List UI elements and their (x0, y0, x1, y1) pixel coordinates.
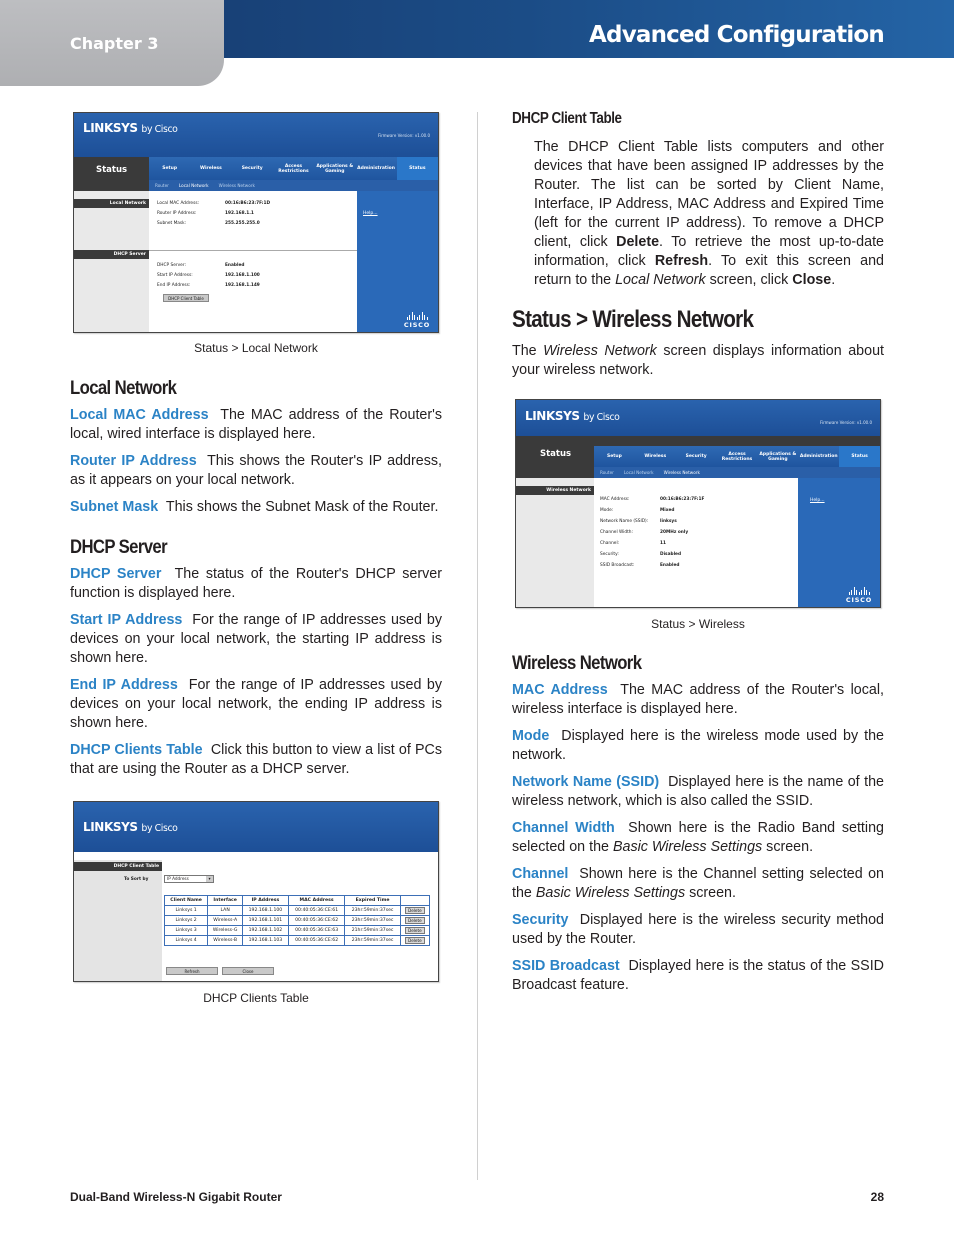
para-dhcp-server: DHCP Server The status of the Router's DHCP server function is displayed here. (70, 566, 442, 601)
router-header (74, 802, 438, 852)
tab-wireless[interactable]: Wireless (644, 454, 667, 459)
heading-dhcp-server: DHCP Server (70, 537, 168, 558)
dhcp-client-table (164, 895, 430, 946)
subnav-wireless-network[interactable]: Wireless Network (663, 470, 700, 475)
delete-button[interactable]: Delete (405, 927, 425, 934)
table-row: Linksys 2 Wireless-A 192.168.1.101 00:40:05:36:CE:62 23hr:59min:37sec Delete (165, 916, 430, 926)
col-expired-time: Expired Time (345, 896, 400, 906)
tab-security[interactable]: Security (685, 454, 707, 459)
router-left-column (74, 191, 149, 332)
para-security: Security Displayed here is the wireless security method used by the Router. (512, 912, 884, 947)
cisco-logo: CISCO (842, 587, 876, 604)
tab-wireless[interactable]: Wireless (200, 166, 222, 171)
para-network-name: Network Name (SSID) Displayed here is the name of the wireless network, which is also called the SSID. (512, 774, 884, 809)
col-ip-address: IP Address (243, 896, 289, 906)
dhcp-server-section (70, 537, 442, 787)
router-tabs (149, 157, 438, 180)
wireless-network-section (512, 653, 884, 1003)
tab-administration[interactable]: Administration (799, 454, 838, 459)
refresh-button[interactable]: Refresh (166, 967, 218, 975)
caption-dhcp-clients-table: DHCP Clients Table (203, 991, 309, 1005)
figure-local-network-screenshot (73, 112, 439, 333)
para-mac-address: MAC Address The MAC address of the Router's local, wireless interface is displayed here. (512, 682, 884, 717)
tab-access-restrictions[interactable]: Access Restrictions (721, 451, 753, 462)
router-tabs (594, 446, 880, 467)
figure-dhcp-clients-screenshot: LINKSYS by Cisco DHCP Client Table To Sort by IP Address ▾ Client Name Interface IP Address MAC Address Expired Time Linksys 1 LAN 192.168.1.100 00:40:05:36:CE:61 23hr:59min:37sec Delete Linksys 2 Wireless-A 192.168.1.101 00:40:05:36:CE:62 23hr:59min:37sec Delete Linksys 3 Wireless-G 192.168.1.102 00:40:05:36:CE:63 21hr:59min:37sec Delete Linksys 4 Wireless-B 192.168.1.103 00:40:05:36:CE:62 23hr:59min:37sec Delete Refresh Close (73, 801, 439, 982)
sort-select[interactable]: IP Address ▾ (164, 875, 214, 883)
dhcp-client-table-section (512, 110, 884, 298)
para-local-mac: Local MAC Address The MAC address of the Router's local, wired interface is displayed here. (70, 407, 443, 442)
tab-applications-gaming[interactable]: Applications & Gaming (316, 163, 354, 174)
help-link[interactable]: Help... (810, 498, 825, 503)
para-subnet-mask: Subnet Mask This shows the Subnet Mask of the Router. (70, 499, 439, 515)
router-header (516, 400, 880, 436)
tab-setup[interactable]: Setup (162, 166, 178, 171)
table-header-row (165, 896, 430, 906)
table-row: Linksys 3 Wireless-G 192.168.1.102 00:40:05:36:CE:63 21hr:59min:37sec Delete (165, 926, 430, 936)
router-subnav (149, 180, 438, 191)
caption-status-wireless: Status > Wireless (651, 617, 745, 631)
linksys-logo: LINKSYS by Cisco (83, 121, 178, 135)
router-subnav (594, 467, 880, 478)
col-interface: Interface (208, 896, 243, 906)
subnav-local-network[interactable]: Local Network (623, 470, 654, 475)
dhcp-client-table-button[interactable]: DHCP Client Table (163, 294, 209, 302)
para-dhcp-client-table: The DHCP Client Table lists computers and other devices that have been assigned IP addresses by the Router. The list can be sorted by Client Name, Interface, IP Address, MAC Address and Expired Time (left for the current IP address). To remove a DHCP client, click Delete. To retrieve the most up-to-date information, click Refresh. To exit this screen and return to the Local Network screen, click Close. (534, 139, 884, 288)
tab-applications-gaming[interactable]: Applications & Gaming (759, 451, 797, 462)
delete-button[interactable]: Delete (405, 907, 425, 914)
heading-wireless-network: Wireless Network (512, 653, 642, 674)
figure-wireless-screenshot (515, 399, 881, 608)
section-wireless-network: Wireless Network (516, 486, 594, 495)
para-end-ip: End IP Address For the range of IP addresses used by devices on your local network, the ending IP address is shown here. (70, 677, 442, 731)
para-channel-width: Channel Width Shown here is the Radio Band setting selected on the Basic Wireless Settings screen. (512, 820, 884, 855)
para-ssid-broadcast: SSID Broadcast Displayed here is the status of the SSID Broadcast feature. (512, 958, 884, 993)
table-row: Linksys 4 Wireless-B 192.168.1.103 00:40:05:36:CE:62 23hr:59min:37sec Delete (165, 936, 430, 946)
router-content: MAC Address: 00:16:B6:23:7F:1F Mode: Mixed Network Name (SSID): linksys Channel Width: 20MHz only Channel: 11 Security: Disabled SSID Broadcast: Enabled (594, 478, 798, 608)
linksys-logo: LINKSYS by Cisco (525, 409, 620, 423)
local-network-section (70, 378, 442, 525)
col-action (400, 896, 429, 906)
tab-security[interactable]: Security (241, 166, 263, 171)
tab-access-restrictions[interactable]: Access Restrictions (278, 163, 309, 174)
table-row: Linksys 1 LAN 192.168.1.100 00:40:05:36:CE:61 23hr:59min:37sec Delete (165, 906, 430, 916)
caption-local-network: Status > Local Network (194, 341, 318, 355)
heading-status-wireless-network: Status > Wireless Network (512, 306, 754, 333)
para-mode: Mode Displayed here is the wireless mode used by the network. (512, 728, 885, 763)
subnav-wireless-network[interactable]: Wireless Network (218, 183, 255, 188)
linksys-logo: LINKSYS by Cisco (83, 820, 178, 834)
tab-status[interactable]: Status (839, 446, 880, 467)
subnav-router[interactable]: Router (155, 183, 169, 188)
help-link[interactable]: Help... (363, 211, 378, 216)
para-channel: Channel Shown here is the Channel setting selected on the Basic Wireless Settings screen. (512, 866, 884, 901)
column-divider (477, 112, 478, 1180)
firmware-version: Firmware Version: v1.00.0 (377, 133, 430, 138)
footer-page-number: 28 (870, 1190, 884, 1204)
router-divider (149, 250, 357, 251)
chevron-down-icon: ▾ (206, 876, 213, 882)
heading-dhcp-client-table: DHCP Client Table (512, 110, 622, 127)
close-button[interactable]: Close (222, 967, 274, 975)
para-wireless-intro: The Wireless Network screen displays information about your wireless network. (512, 343, 885, 378)
chapter-label: Chapter 3 (70, 34, 159, 53)
status-label: Status (540, 449, 572, 459)
router-help-panel (357, 191, 439, 333)
footer-product-name: Dual-Band Wireless-N Gigabit Router (70, 1190, 282, 1204)
para-start-ip: Start IP Address For the range of IP addresses used by devices on your local network, the starting IP address is shown here. (70, 612, 442, 666)
firmware-version: Firmware Version: v1.00.0 (819, 420, 872, 425)
subnav-router[interactable]: Router (600, 470, 614, 475)
col-mac-address: MAC Address (288, 896, 345, 906)
section-dhcp-server: DHCP Server (74, 250, 149, 259)
para-router-ip: Router IP Address This shows the Router's IP address, as it appears on your local network. (70, 453, 442, 488)
status-label: Status (96, 165, 128, 175)
tab-status[interactable]: Status (397, 157, 438, 180)
heading-local-network: Local Network (70, 378, 177, 399)
router-header (74, 113, 438, 157)
delete-button[interactable]: Delete (405, 917, 425, 924)
chapter-tab (0, 0, 224, 86)
subnav-local-network[interactable]: Local Network (178, 183, 209, 188)
tab-administration[interactable]: Administration (357, 166, 395, 171)
section-local-network: Local Network (74, 199, 149, 208)
para-dhcp-clients-table: DHCP Clients Table Click this button to view a list of PCs that are using the Router as a DHCP server. (70, 742, 442, 777)
tab-setup[interactable]: Setup (606, 454, 622, 459)
status-wireless-section (512, 306, 884, 388)
col-client-name: Client Name (165, 896, 208, 906)
router-help-panel (798, 478, 881, 608)
router-left-column (74, 860, 162, 981)
cisco-logo: CISCO (400, 312, 434, 329)
page-title: Advanced Configuration (589, 22, 884, 48)
router-left-column (516, 478, 594, 607)
section-dhcp-client-table: DHCP Client Table (74, 862, 162, 871)
delete-button[interactable]: Delete (405, 937, 425, 944)
router-content: Local MAC Address: 00:16:B6:23:7F:1D Router IP Address: 192.168.1.1 Subnet Mask: 255.255.255.0 DHCP Server: Enabled Start IP Address: 192.168.1.100 End IP Address: 192.168.1.149 DHCP Client Table (149, 191, 357, 333)
